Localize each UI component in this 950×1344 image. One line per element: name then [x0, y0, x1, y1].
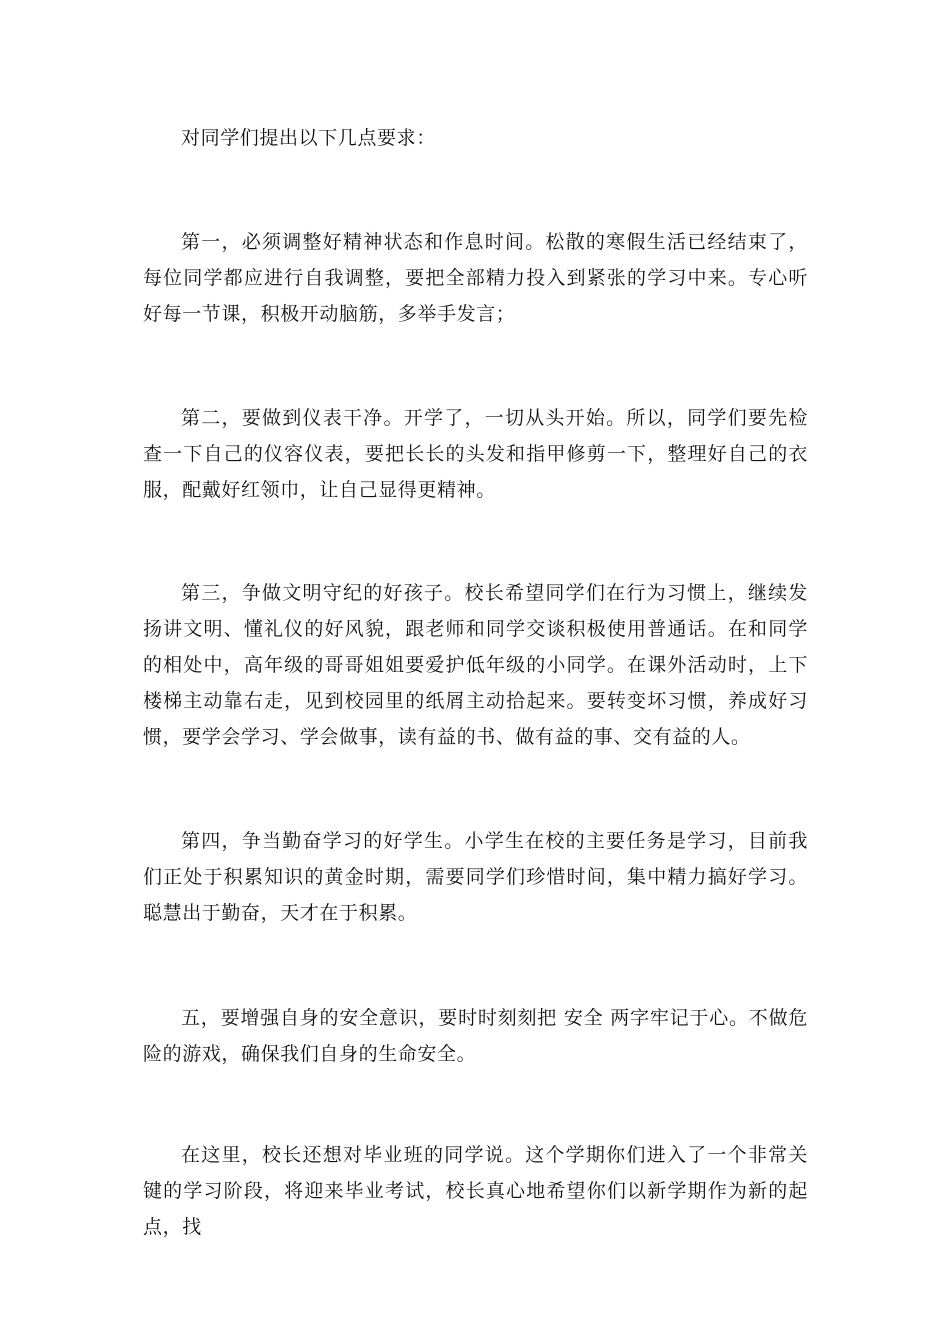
- paragraph-requirement-5: 五，要增强自身的安全意识，要时时刻刻把 安全 两字牢记于心。不做危险的游戏，确保我们自身的生命安全。: [143, 1007, 808, 1065]
- paragraph-intro: 对同学们提出以下几点要求：: [181, 127, 436, 149]
- paragraph-requirement-2: 第二，要做到仪表干净。开学了，一切从头开始。所以，同学们要先检查一下自己的仪容仪表，要把长长的头发和指甲修剪一下，整理好自己的衣服，配戴好红领巾，让自己显得更精神。: [143, 407, 808, 501]
- paragraph-graduating-class: 在这里，校长还想对毕业班的同学说。这个学期你们进入了一个非常关键的学习阶段，将迎来毕业考试，校长真心地希望你们以新学期作为新的起点，找: [143, 1144, 808, 1238]
- paragraph-requirement-4: 第四，争当勤奋学习的好学生。小学生在校的主要任务是学习，目前我们正处于积累知识的黄金时期，需要同学们珍惜时间，集中精力搞好学习。聪慧出于勤奋，天才在于积累。: [143, 830, 808, 924]
- paragraph-requirement-1: 第一，必须调整好精神状态和作息时间。松散的寒假生活已经结束了，每位同学都应进行自我调整，要把全部精力投入到紧张的学习中来。专心听好每一节课，积极开动脑筋，多举手发言；: [143, 231, 808, 325]
- paragraph-requirement-3: 第三，争做文明守纪的好孩子。校长希望同学们在行为习惯上，继续发扬讲文明、懂礼仪的好风貌，跟老师和同学交谈积极使用普通话。在和同学的相处中，高年级的哥哥姐姐要爱护低年级的小同学。在课外活动时，上下楼梯主动靠右走，见到校园里的纸屑主动拾起来。要转变坏习惯，养成好习惯，要学会学习、学会做事，读有益的书、做有益的事、交有益的人。: [143, 582, 808, 748]
